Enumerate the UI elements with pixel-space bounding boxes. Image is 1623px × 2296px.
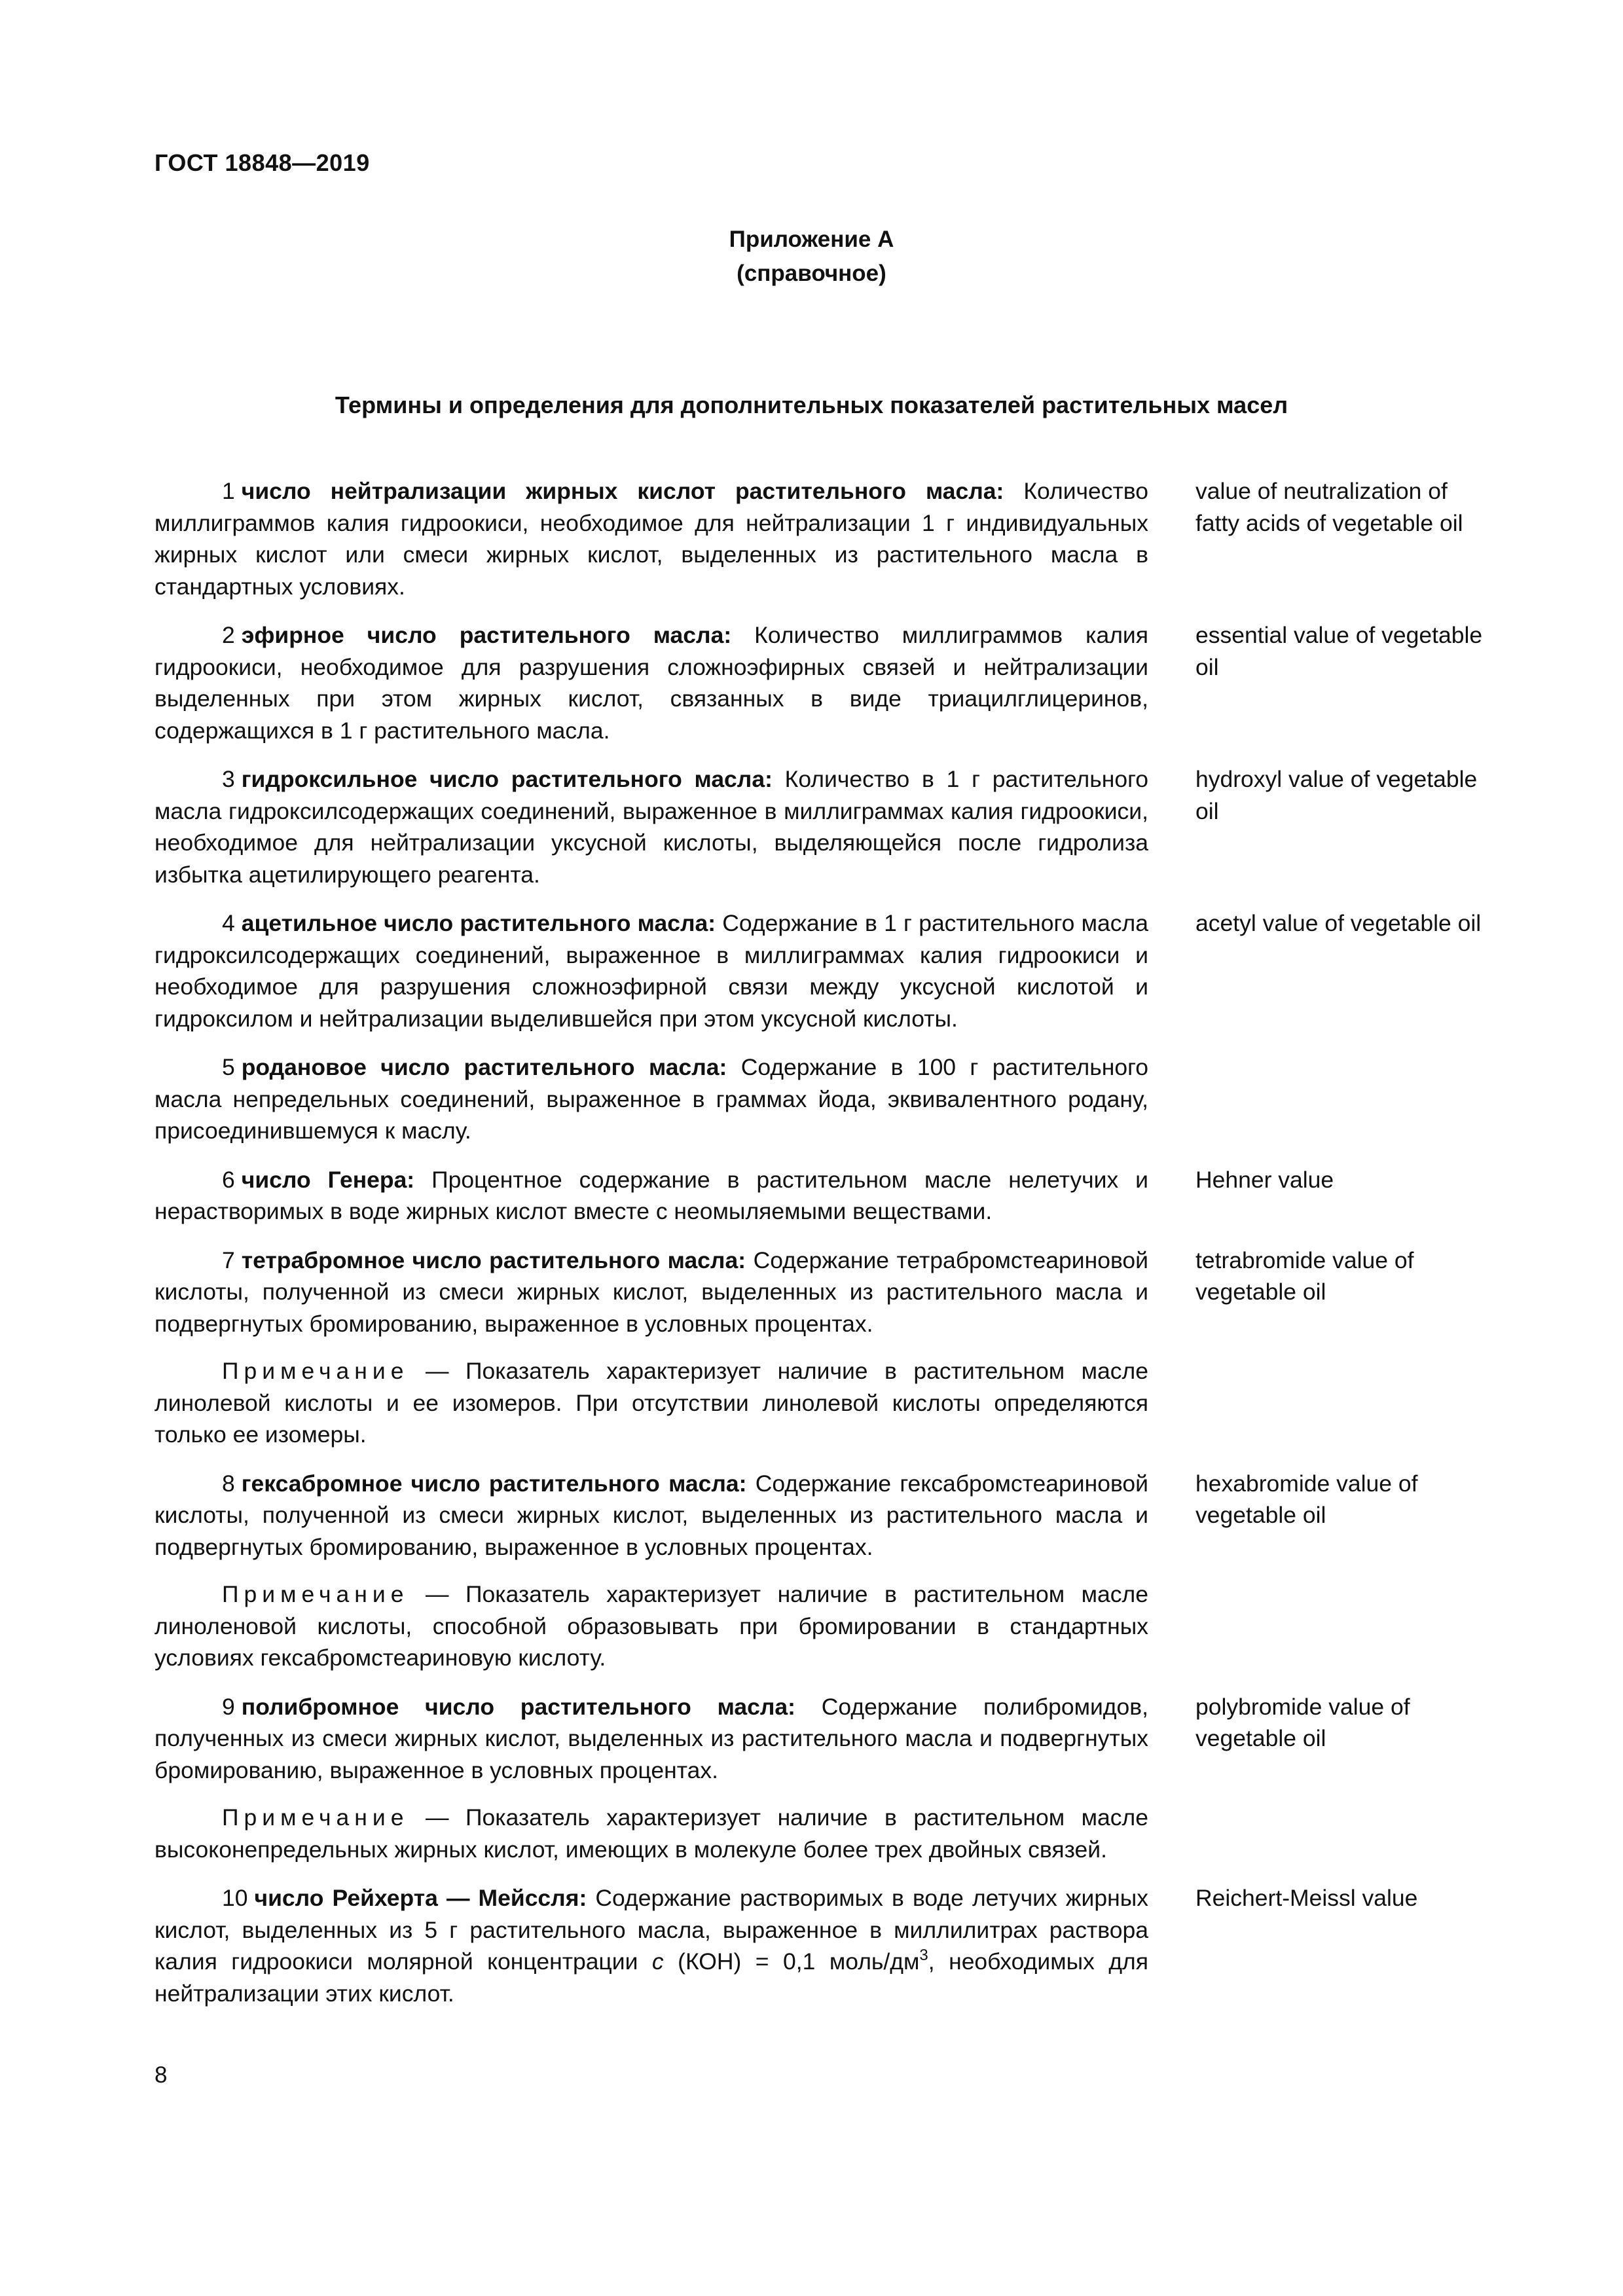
term-name: число Генера: xyxy=(241,1166,415,1193)
annex-title: Приложение А xyxy=(729,227,894,252)
term-entry xyxy=(155,907,1484,1034)
term-english: essential value of vegetable oil xyxy=(1195,622,1483,680)
term-definition-block xyxy=(155,907,1148,1034)
variable-c: с xyxy=(651,1948,664,1975)
term-note xyxy=(155,1802,1148,1865)
term-definition-part: Содержание растворимых в воде летучих жирных кислот, выделенных из 5 г растительного масла, выраженное в миллилитрах раствора калия гидроокиси молярной концентрации xyxy=(155,1885,1148,1975)
term-definition: Количество миллиграммов калия гидроокиси, необходимое для нейтрализации 1 г индивидуальных жирных кислот или смеси жирных кислот, выделенных из растительного масла в стандартных условиях. xyxy=(155,478,1148,600)
term-definition-block xyxy=(155,1245,1148,1451)
note-label: Примечание xyxy=(222,1581,409,1607)
term-definition: Процентное содержание в растительном масле нелетучих и нерастворимых в воде жирных кислот вместе с неомыляемыми веществами. xyxy=(155,1166,1148,1224)
term-definition-block xyxy=(155,475,1148,602)
term-entry xyxy=(155,1882,1484,2009)
term-entry xyxy=(155,1245,1484,1451)
term-entry xyxy=(155,1051,1484,1147)
term-definition: Содержание полибромидов, полученных из смеси жирных кислот, выделенных из растительного масла и подвергнутых бромированию, выраженное в условных процентах. xyxy=(155,1693,1148,1783)
term-name: ацетильное число растительного масла: xyxy=(241,910,716,936)
document-code: ГОСТ 18848—2019 xyxy=(155,149,370,176)
term-entry xyxy=(155,1691,1484,1866)
term-definition: Содержание тетрабромстеариновой кислоты, полученной из смеси жирных кислот, выделенных из растительного масла и подвергнутых бромированию, выраженное в условных процентах. xyxy=(155,1247,1148,1337)
term-name: число Рейхерта — Мейссля: xyxy=(254,1885,587,1911)
term-number: 1 xyxy=(222,478,235,504)
term-number: 2 xyxy=(222,622,235,648)
term-definition-part: , необходимых для нейтрализации этих кислот. xyxy=(155,1948,1148,2007)
term-definition-part: (КОН) = 0,1 моль/дм xyxy=(678,1948,920,1975)
term-definition: Содержание гексабромстеариновой кислоты, полученной из смеси жирных кислот, выделенных из растительного масла и подвергнутых бромированию, выраженное в условных процентах. xyxy=(155,1470,1148,1560)
term-number: 7 xyxy=(222,1247,235,1273)
term-english: acetyl value of vegetable oil xyxy=(1195,910,1482,936)
term-definition: Количество миллиграммов калия гидроокиси, необходимое для разрушения сложноэфирных связей и нейтрализации выделенных при этом жирных кислот, связанных в виде триацилглицеринов, содержащихся в 1 г растительного масла. xyxy=(155,622,1148,744)
terms-list xyxy=(155,475,1484,2026)
term-definition-block xyxy=(155,1691,1148,1866)
term-entry xyxy=(155,1468,1484,1674)
term-definition-block xyxy=(155,1468,1148,1674)
term-entry xyxy=(155,763,1484,890)
term-english: tetrabromide value of vegetable oil xyxy=(1195,1247,1414,1305)
term-english: hexabromide value of vegetable oil xyxy=(1195,1470,1418,1528)
term-note xyxy=(155,1578,1148,1674)
term-number: 3 xyxy=(222,766,235,792)
note-text: — Показатель характеризует наличие в растительном масле линолевой кислоты и ее изомеров. При отсутствии линолевой кислоты определяются только ее изомеры. xyxy=(155,1358,1148,1448)
term-name: родановое число растительного масла: xyxy=(241,1054,727,1080)
superscript: 3 xyxy=(919,1946,928,1964)
term-name: число нейтрализации жирных кислот растительного масла: xyxy=(241,478,1004,504)
term-entry xyxy=(155,475,1484,602)
term-name: тетрабромное число растительного масла: xyxy=(241,1247,746,1273)
term-definition: Содержание в 100 г растительного масла непредельных соединений, выраженное в граммах йода, эквивалентного родану, присоединившемуся к маслу. xyxy=(155,1054,1148,1144)
term-entry xyxy=(155,1164,1484,1228)
term-definition-block xyxy=(155,1164,1148,1228)
term-number: 10 xyxy=(222,1885,248,1911)
term-number: 6 xyxy=(222,1166,235,1193)
term-number: 4 xyxy=(222,910,235,936)
note-label: Примечание xyxy=(222,1358,409,1384)
annex-subtitle: (справочное) xyxy=(737,261,886,286)
section-title: Термины и определения для дополнительных показателей растительных масел xyxy=(335,392,1288,418)
page-number: 8 xyxy=(155,2062,168,2088)
term-english: Hehner value xyxy=(1195,1166,1334,1193)
term-number: 9 xyxy=(222,1693,235,1720)
term-definition-block xyxy=(155,763,1148,890)
term-name: эфирное число растительного масла: xyxy=(241,622,732,648)
note-text: — Показатель характеризует наличие в растительном масле линоленовой кислоты, способной образовывать при бромировании в стандартных условиях гексабромстеариновую кислоту. xyxy=(155,1581,1148,1671)
term-name: полибромное число растительного масла: xyxy=(241,1693,795,1720)
note-text: — Показатель характеризует наличие в растительном масле высоконепредельных жирных кислот, имеющих в молекуле более трех двойных связей. xyxy=(155,1804,1148,1863)
term-name: гидроксильное число растительного масла: xyxy=(241,766,773,792)
term-entry xyxy=(155,619,1484,746)
term-number: 5 xyxy=(222,1054,235,1080)
term-english: hydroxyl value of vegetable oil xyxy=(1195,766,1478,824)
term-english: polybromide value of vegetable oil xyxy=(1195,1693,1410,1751)
term-definition-block xyxy=(155,1051,1148,1147)
term-definition-block xyxy=(155,1882,1148,2009)
term-definition: Количество в 1 г растительного масла гидроксилсодержащих соединений, выраженное в миллиграммах калия гидроокиси, необходимое для нейтрализации уксусной кислоты, выделяющейся после гидролиза избытка ацетилирующего реагента. xyxy=(155,766,1148,888)
term-number: 8 xyxy=(222,1470,235,1497)
note-label: Примечание xyxy=(222,1804,409,1831)
term-note xyxy=(155,1355,1148,1451)
term-definition: Содержание в 1 г растительного масла гидроксилсодержащих соединений, выраженное в миллиграммах калия гидроокиси и необходимое для разрушения сложноэфирной связи между уксусной кислотой и гидроксилом и нейтрализации выделившейся при этом уксусной кислоты. xyxy=(155,910,1148,1032)
term-english: value of neutralization of fatty acids of vegetable oil xyxy=(1195,478,1463,536)
annex-heading xyxy=(0,223,1623,291)
term-name: гексабромное число растительного масла: xyxy=(241,1470,747,1497)
term-definition-block xyxy=(155,619,1148,746)
term-english: Reichert-Meissl value xyxy=(1195,1885,1418,1911)
